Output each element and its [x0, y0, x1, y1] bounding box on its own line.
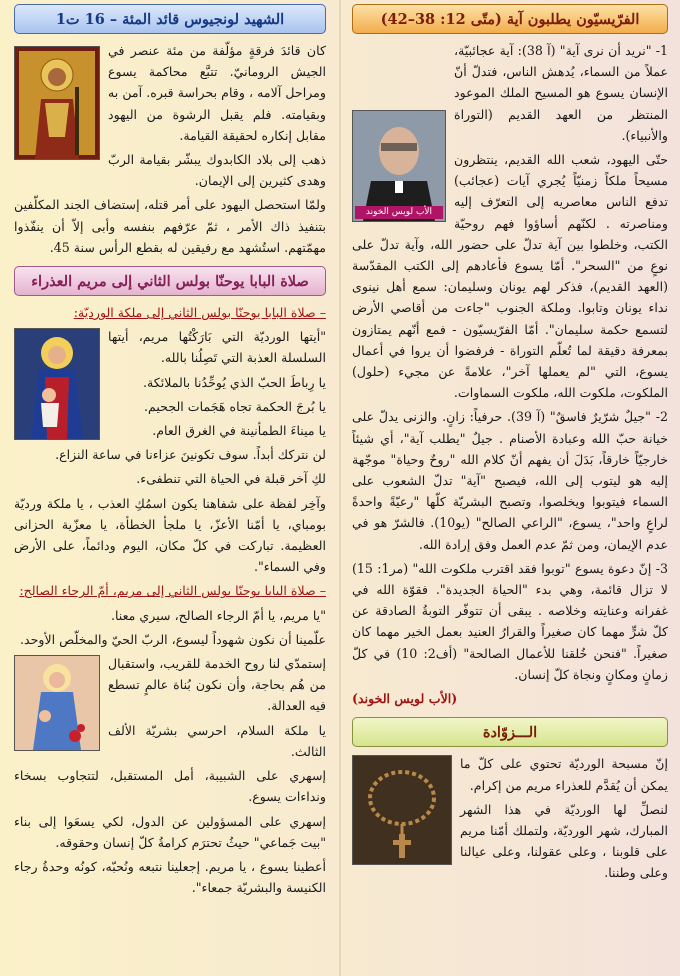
pharisees-paragraph-1: 1- "نريد أن نرى آية" (آ 38): آية عجائبيّة، عملاً من السماء، يُدهش الناس، فتدلّ أنّ الإنسان يسوع هو المسيح الملك الموعود المنتظر من العهد القديم (التوراة والأنبياء). [454, 43, 669, 143]
prayer-1-heading: – صلاة البابا يوحنّا بولس الثاني إلى ملكة الورديّة: [73, 305, 326, 321]
martyr-paragraph-2: ذهب إلى بلاد الكابدوك يبشّر بقيامة الربّ وهدى كثيرين إلى الإيمان. [108, 152, 326, 189]
pharisees-paragraph-2: حتّى اليهود، شعب الله القديم، ينتظرون مسيحاً ملكاً زمنيّاً يُجري آيات (عجائب) تدفع الناس معاصريه إلى التعرّف إليه ومناصرته . لكنّهم أساؤوا فهم روحيّة الكتب، وخلطوا بين آية تدلّ على حضور الله، وآية تدلّ على نوعٍ من "السحر". أمّا يسوع فأعادهم إلى الكتب المقدّسة (العهد القديم)، فذكر لهم يونان وسليمان: سمع أهل نينوى نداء يونان وتابوا. وملكة الجنوب "جاءت من أقاصي الأرض لتسمع حكمة سليمان". أمّا الفرّيسيّون - فمع أنّهم يمتازون بمعرفة دقيقة لما تُعلّم التوراة - فرفضوا أن يروا في أعمال يسوع، التي "لم يعملها آخر"، علامةً عن مجيء (حلول) الملكوت، ملكوت الله، ملكوت السماوات. [352, 152, 668, 401]
prayers-title: صلاة البابا يوحنّا بولس الثاني إلى مريم العذراء [14, 266, 326, 296]
prayer-1-line-3: يا بُرجَ الحكمة تجاه هَجَمات الجحيم. [144, 398, 326, 414]
martyr-paragraph-3: ولمّا استحصل اليهود على أمر قتله، إستضاف الجند المكلّفين بتنفيذ ذاك الأمر ، ثمّ عرّفهم بنفسه وأبى إلاّ أن ينفّذوا مهمّتهم. استُشهد مع رفيقين له بقطع الرأس سنة 45. [14, 197, 326, 255]
prayer-2-line-6: إسهري على المسؤولين عن الدول، لكي يسعَوا إلى بناء "بيت جَماعي" حيثُ تحترَم كرامةُ كلّ إنسان وحقوقه. [14, 813, 326, 850]
prayer-1-line-4: يا ميناءَ الطمأنينة في الغرق العام. [152, 423, 326, 439]
right-column [344, 4, 676, 972]
pharisees-title: الفرّيسيّون يطلبون آية (متّى 12: 38–42) [352, 4, 668, 34]
prayer-2-line-2: علّمينا أن نكون شهوداً ليسوع، الربّ الحيّ والمخلّص الأوحد. [19, 631, 326, 647]
prayer-1-line-7: وآخِر لفظة على شفاهنا يكون اسمُكِ العذب ، يا ملكة ورديّة بومباي، يا أمّنا الأعزّ، يا ملجأ الخطأة، يا معزّية الحزانى العظيمة. تباركت في كلّ مكان، اليوم ودائماً، على الأرض وفي السماء". [14, 495, 326, 575]
prayer-2-line-7: أعطينا يسوع ، يا مريم. إجعلينا نتبعه ونُحبّه، كونُه وحدةُ رجاء الكنيسة والبشريّة جمعاء". [14, 858, 326, 896]
rosary-image [352, 755, 452, 865]
pharisees-paragraph-3: 2- "جيلٌ شرّيرٌ فاسقٌ" (آ 39). حرفياً: زانٍ. والزنى يدلّ على خيانة حبّ الله وعبادة الأصنام . جيلٌ "يطلب آية"، أي شيئاً خارجيّاً خارقاً، بَدَلَ أن يفهم أنّ كلام الله "روحٌ وحياة" موجّهة إليه هو ليتوب إلى الله، فيصبح "آية" تدلّ الشعوب على السماء فيتوبوا ويخلصوا، وتصبح البشريّة كلّها "رعيّةً واحدةً لراعٍ واحد"، يسوع، "الراعي الصالح" (يو10). فالشرّ هو في عدم الإيمان، ومن ثمّ عدم العمل وفق إرادة الله. [352, 409, 668, 552]
author-photo-caption: الأب لويس الخوند [355, 206, 443, 219]
prayer-2-heading: – صلاة البابا يوحنّا بولس الثاني إلى مريم، أمّ الرجاء الصالح: [19, 583, 326, 599]
prayer-2-line-1: "يا مريم، يا أمّ الرجاء الصالح، سيري معنا. [110, 607, 326, 623]
pharisees-paragraph-4: 3- إنّ دعوة يسوع "توبوا فقد اقترب ملكوت الله" (مر1: 15) لا تزال قائمة، وهي بدء "الحياة الجديدة". فقوّة الله في غفرانه وعنايته وخلاصه . يبقى أن تتوفّر التوبةُ الصادقة عن كلّ شرٍّ مهما كان صغيراً والقرارُ العنيد بعمل الخير مهما كان صغيراً. "فنحن خُلقنا للأعمال الصالحة" (أف2: 10) في كلّ زمانٍ ومكانٍ ونجاة كلّ إنسان. [352, 560, 668, 682]
left-column [4, 4, 336, 972]
prayer-2-line-4: يا ملكة السلام، احرسي بشريّة الألف الثالث. [108, 722, 326, 759]
provision-title: الـــزوّادة [352, 717, 668, 747]
madonna-child-image [14, 328, 100, 440]
prayer-1-line-1: "أيتها الورديّة التي بَارَكْتُها مريم، أيتها السلسلة العذبة التي تَصِلُنا بالله. [108, 329, 326, 366]
martyr-title: الشهيد لونجيوس قائد المئة – 16 ت1 [14, 4, 326, 34]
provision-paragraph-2: لنصلِّ لها الورديّة في هذا الشهر المبارك، شهر الورديّة، ولتملك أمّنا مريم على قلوبنا ، وعلى عقولنا، وعلى عيالنا وعلى وطننا. [460, 801, 668, 881]
saint-icon-image [14, 46, 100, 160]
column-divider [339, 0, 341, 976]
martyr-paragraph-1: كان قائدَ فرقةٍ مؤلّفة من مئة عنصر في الجيش الرومانيّ. تتبَّع محاكمة يسوع ومراحل آلامه ، وقام بحراسة قبره. آمن به وبقيامته. فلم يقبل الرشوة من اليهود مقابل إنكاره لحقيقة القيامة. [108, 43, 326, 143]
pharisees-signature: (الأب لويس الخوند) [352, 691, 458, 707]
prayer-2-line-3: إستمدّي لنا روح الخدمة للقريب، واستقبال من هُم بحاجة، وأن نكون بُناة عالمٍ تسطع فيه العدالة. [108, 656, 326, 714]
prayer-1-line-5: لن نتركك أبداً. سوف تكونينَ عزاءنا في ساعة النزاع. [55, 447, 326, 463]
prayer-2-line-5: إسهري على الشبيبة، أمل المستقبل، لتتجاوب بسخاء ونداءات يسوع. [14, 768, 326, 805]
mary-rose-image [14, 655, 100, 751]
provision-paragraph-1: إنّ مسبحة الورديّة تحتوي على كلّ ما يمكن أن يُقدَّم للعذراء مريم من إكرام. [460, 756, 668, 793]
prayer-1-line-6: لكِ آخر قبلة في الحياة التي تنطفىء. [136, 471, 326, 487]
author-photo [352, 110, 446, 222]
prayer-1-line-2: يا رِباطَ الحبّ الذي يُوحِّدُنا بالملائكة. [142, 374, 326, 390]
